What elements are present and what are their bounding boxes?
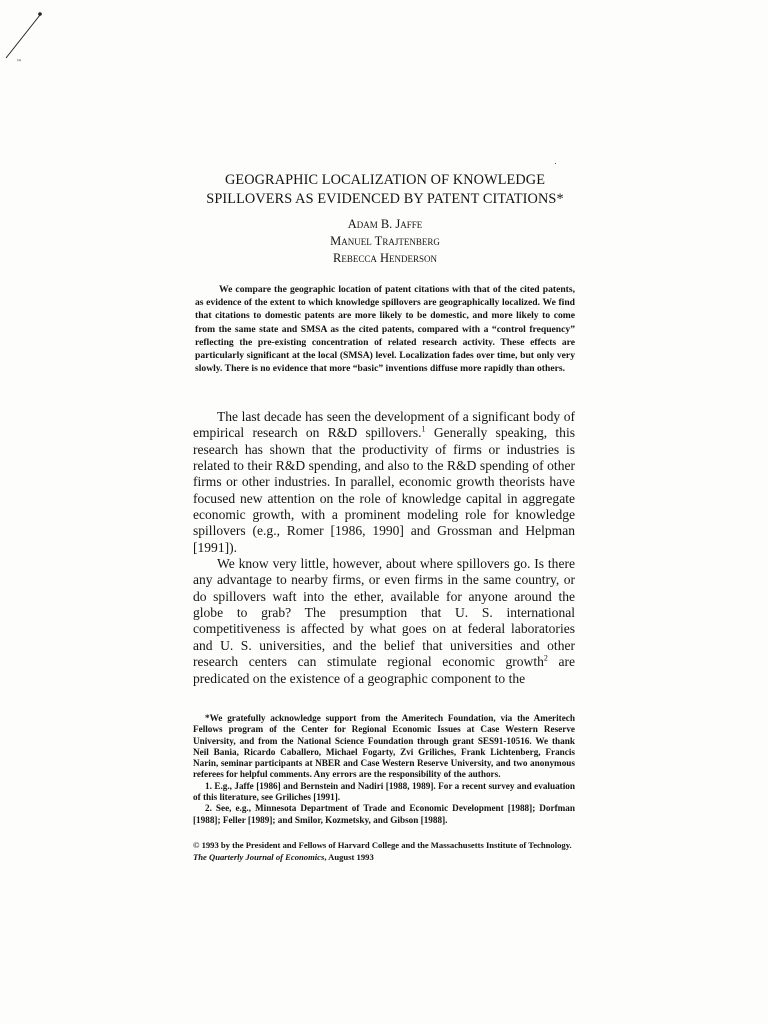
title-line-2: SPILLOVERS AS EVIDENCED BY PATENT CITATIONS* [206, 190, 564, 207]
footnote-ref-2: 2 [543, 653, 548, 663]
abstract: We compare the geographic location of patent citations with that of the cited patents, as evidence of the extent to which knowledge spillovers are geographically localized. We find that citations to domestic patents are more likely to be domestic, and more likely to come from the same state and SMSA as the cited patents, compared with a “control frequency” reflecting the pre-existing concentration of related research activity. These effects are particularly significant at the local (SMSA) level. Localization fades over time, but only very slowly. There is no evidence that more “basic” inventions diffuse more rapidly than others. [195, 284, 575, 375]
scan-mark-glyph: ™ [16, 59, 22, 66]
footnote-2: 2. See, e.g., Minnesota Department of Trade and Economic Development [1988]; Dorfman [1988]; Feller [1989]; and Smilor, Kozmetsky, and Gibson [1988]. [193, 803, 575, 825]
author-name: Manuel Trajtenberg [330, 234, 440, 248]
copyright-notice: © 1993 by the President and Fellows of Harvard College and the Massachusetts Institute of Technology. [193, 840, 572, 850]
footnote-ref-1: 1 [421, 424, 426, 434]
body-paragraph-2 [193, 556, 575, 687]
author-name: Adam B. Jaffe [347, 217, 423, 231]
author-list [200, 216, 570, 267]
journal-name: The Quarterly Journal of Economics [193, 852, 325, 862]
footnote-1: 1. E.g., Jaffe [1986] and Bernstein and Nadiri [1988, 1989]. For a recent survey and evaluation of this literature, see Griliches [1991]. [193, 780, 575, 803]
journal-date: , August 1993 [324, 852, 374, 862]
body-text-span: Generally speaking, this research has shown that the productivity of firms or industries is related to their R&D spending, and also to the R&D spending of other firms or other industries. In parallel, economic growth theorists have focused new attention on the role of knowledge capital in aggregate economic growth, with a prominent modeling role for knowledge spillovers (e.g., Romer [1986, 1990] and Grossman and Helpman [1991]). [193, 425, 575, 555]
scan-speck [555, 163, 556, 164]
footnote-acknowledgement: *We gratefully acknowledge support from the Ameritech Foundation, via the Ameritech Fellows program of the Center for Regional Economic Issues at Case Western Reserve University, and from the National Science Foundation through grant SES91-10516. We thank Neil Bania, Ricardo Caballero, Michael Fogarty, Zvi Griliches, Frank Lichtenberg, Francis Narin, seminar participants at NBER and Case Western Reserve University, and two anonymous referees for helpful comments. Any errors are the responsibility of the authors. [193, 713, 575, 780]
author-name: Rebecca Henderson [333, 251, 437, 265]
body-text [193, 409, 575, 687]
title-line-1: GEOGRAPHIC LOCALIZATION OF KNOWLEDGE [224, 172, 546, 188]
scan-mark-artifact [0, 0, 60, 70]
copyright-block [193, 839, 575, 863]
body-text-span: We know very little, however, about where spillovers go. Is there any advantage to nearby firms, or even firms in the same country, or do spillovers waft into the ether, available for anyone around the globe to grab? The presumption that U. S. international competitiveness is affected by what goes on at federal laboratories and U. S. universities, and the belief that universities and other research centers can stimulate regional economic growth [193, 556, 575, 670]
body-text-span: are predicated on the existence of a geographic component to the [193, 654, 575, 686]
body-text-span: The last decade has seen the development of a significant body of empirical research on R&D spillovers. [193, 409, 575, 441]
paper-title [150, 171, 620, 208]
body-paragraph-1 [193, 409, 575, 556]
journal-citation [193, 851, 575, 863]
footnotes [193, 713, 575, 826]
